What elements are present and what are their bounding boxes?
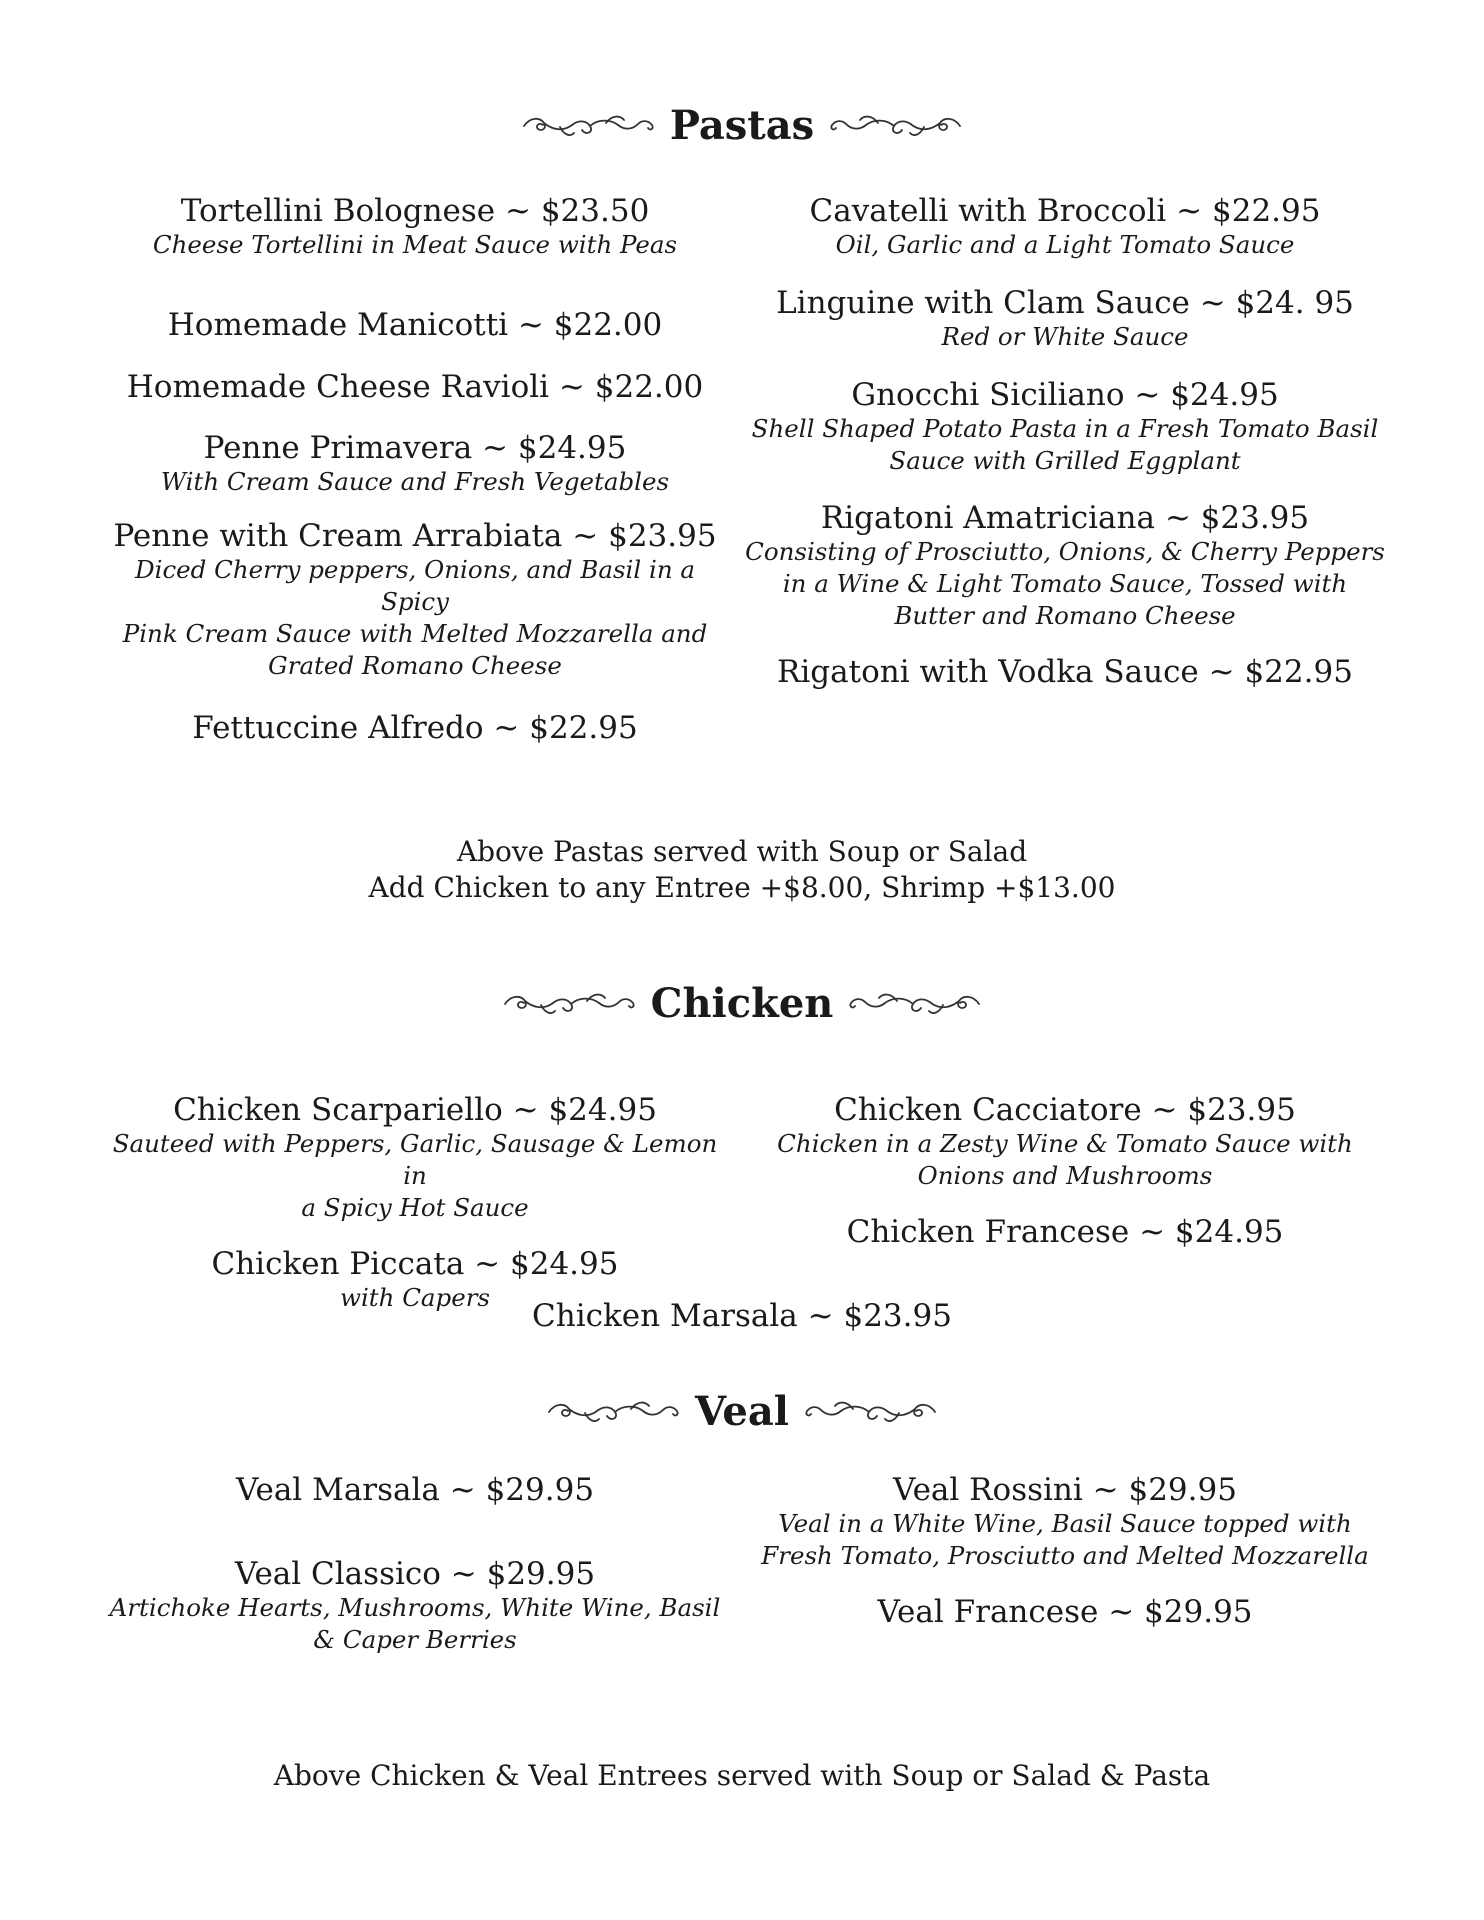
- item-description-line: Grated Romano Cheese: [268, 651, 562, 680]
- item-description-line: Butter and Romano Cheese: [894, 601, 1236, 630]
- item-name: Tortellini Bolognese ~ $23.50: [180, 193, 650, 229]
- item-description-line: a Spicy Hot Sauce: [301, 1193, 529, 1222]
- chicken-heading: [0, 980, 1484, 1028]
- item-name: Cavatelli with Broccoli ~ $22.95: [809, 193, 1321, 229]
- section-title: Pastas: [669, 102, 815, 149]
- menu-item: [745, 285, 1385, 353]
- item-name: Fettuccine Alfredo ~ $22.95: [192, 710, 638, 746]
- item-name: Rigatoni with Vodka Sauce ~ $22.95: [777, 654, 1353, 690]
- flourish-left-icon: [520, 111, 658, 141]
- item-name: Veal Marsala ~ $29.95: [235, 1472, 595, 1508]
- item-description-line: Sauteed with Peppers, Garlic, Sausage & Lemon in: [112, 1129, 718, 1190]
- note-line: Above Pastas served with Soup or Salad: [456, 835, 1028, 868]
- item-name: Gnocchi Siciliano ~ $24.95: [851, 377, 1279, 413]
- menu-item: [100, 369, 730, 405]
- item-description-line: Chicken in a Zesty Wine & Tomato Sauce with: [777, 1129, 1353, 1158]
- menu-item: [745, 1092, 1385, 1192]
- item-name: Veal Rossini ~ $29.95: [893, 1472, 1237, 1508]
- menu-item: [745, 377, 1385, 477]
- menu-item: [100, 710, 730, 746]
- flourish-right-icon: [801, 1397, 939, 1427]
- flourish-left-icon: [545, 1397, 683, 1427]
- item-description-line: Diced Cherry peppers, Onions, and Basil in a Spicy: [134, 555, 696, 616]
- item-description: Red or White Sauce: [941, 322, 1189, 351]
- item-description: with Capers: [339, 1283, 491, 1312]
- menu-item: [745, 1594, 1385, 1630]
- menu-item: [100, 193, 730, 261]
- menu-item: [745, 654, 1385, 690]
- pastas-heading: [0, 102, 1484, 150]
- pastas-right-column: [745, 193, 1385, 690]
- menu-item: [100, 1556, 730, 1656]
- menu-item: [100, 1472, 730, 1508]
- item-name: Veal Classico ~ $29.95: [234, 1556, 596, 1592]
- menu-item: [100, 1092, 730, 1224]
- item-name: Rigatoni Amatriciana ~ $23.95: [820, 500, 1310, 536]
- menu-item: [100, 430, 730, 498]
- menu-item: [745, 193, 1385, 261]
- chicken-veal-note: Above Chicken & Veal Entrees served with Soup or Salad & Pasta: [273, 1759, 1211, 1792]
- item-description-line: Onions and Mushrooms: [917, 1161, 1213, 1190]
- veal-right-column: [745, 1472, 1385, 1630]
- item-description-line: & Caper Berries: [313, 1625, 517, 1654]
- menu-item: [745, 1472, 1385, 1572]
- item-description: Cheese Tortellini in Meat Sauce with Peas: [152, 230, 678, 259]
- menu-item: [100, 307, 730, 343]
- pastas-left-column: [100, 193, 730, 746]
- menu-item: [745, 500, 1385, 632]
- item-name: Chicken Scarpariello ~ $24.95: [173, 1092, 657, 1128]
- item-name: Penne with Cream Arrabiata ~ $23.95: [113, 518, 717, 554]
- item-description-line: Fresh Tomato, Prosciutto and Melted Mozzarella: [761, 1541, 1369, 1570]
- flourish-right-icon: [845, 989, 983, 1019]
- item-name: Linguine with Clam Sauce ~ $24. 95: [776, 285, 1354, 321]
- item-description-line: Veal in a White Wine, Basil Sauce topped with: [778, 1509, 1352, 1538]
- item-name: Chicken Cacciatore ~ $23.95: [834, 1092, 1296, 1128]
- item-description-line: Artichoke Hearts, Mushrooms, White Wine, Basil: [109, 1593, 721, 1622]
- chicken-center-item: [0, 1298, 1484, 1334]
- item-description: Oil, Garlic and a Light Tomato Sauce: [835, 230, 1295, 259]
- item-name: Veal Francese ~ $29.95: [877, 1594, 1253, 1630]
- item-description: With Cream Sauce and Fresh Vegetables: [160, 467, 670, 496]
- flourish-right-icon: [826, 111, 964, 141]
- item-description-line: Consisting of Prosciutto, Onions, & Cherry Peppers: [745, 537, 1385, 566]
- veal-heading: [0, 1388, 1484, 1436]
- menu-item: [0, 1298, 1484, 1334]
- menu-item: [100, 518, 730, 682]
- item-name: Penne Primavera ~ $24.95: [203, 430, 627, 466]
- note-line: Add Chicken to any Entree +$8.00, Shrimp +$13.00: [368, 871, 1116, 904]
- section-title: Veal: [695, 1388, 789, 1435]
- item-description-line: in a Wine & Light Tomato Sauce, Tossed with: [782, 569, 1348, 598]
- menu-item: [745, 1214, 1385, 1250]
- item-name: Chicken Piccata ~ $24.95: [211, 1246, 619, 1282]
- item-name: Homemade Cheese Ravioli ~ $22.00: [126, 369, 704, 405]
- veal-left-column: [100, 1472, 730, 1656]
- chicken-right-column: [745, 1092, 1385, 1250]
- flourish-left-icon: [501, 989, 639, 1019]
- item-description-line: Pink Cream Sauce with Melted Mozzarella and: [122, 619, 708, 648]
- section-title: Chicken: [650, 980, 834, 1027]
- item-description-line: Shell Shaped Potato Pasta in a Fresh Tomato Basil: [751, 414, 1379, 443]
- item-description-line: Sauce with Grilled Eggplant: [889, 446, 1241, 475]
- item-name: Chicken Marsala ~ $23.95: [532, 1298, 952, 1334]
- pastas-note: [0, 834, 1484, 906]
- item-name: Chicken Francese ~ $24.95: [846, 1214, 1284, 1250]
- item-name: Homemade Manicotti ~ $22.00: [167, 307, 663, 343]
- chicken-left-column: [100, 1092, 730, 1314]
